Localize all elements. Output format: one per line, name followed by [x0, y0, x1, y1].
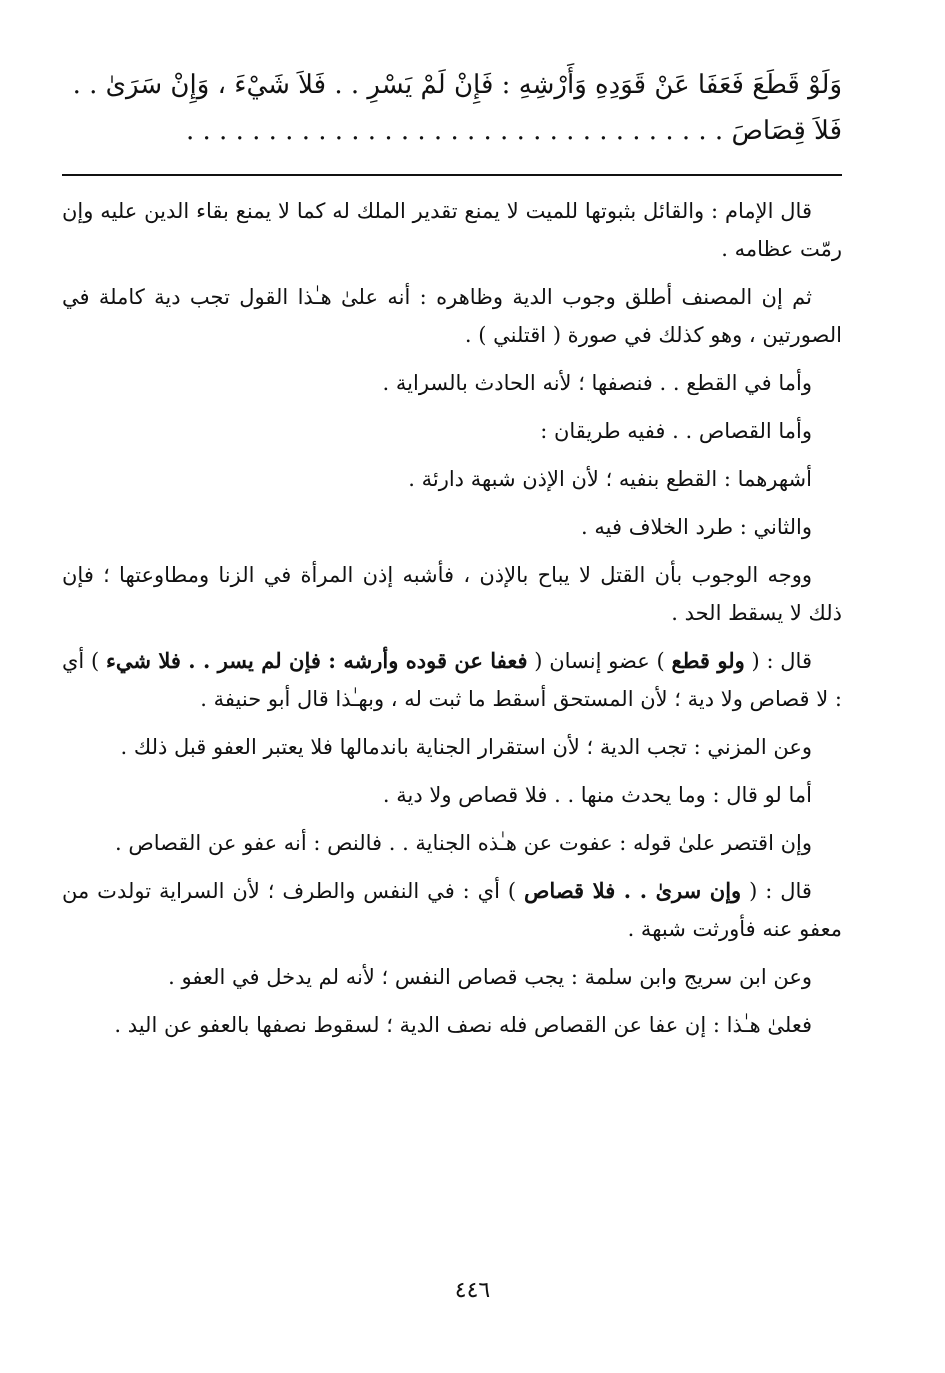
- matn-line-2-text: فَلاَ قِصَاصَ: [731, 116, 842, 146]
- paragraph-8-a: قال : (: [751, 649, 812, 673]
- paragraph-12-quote: وإن سرىٰ . . فلا قصاص: [524, 878, 742, 903]
- paragraph-12: [62, 872, 842, 948]
- paragraph-3: وأما في القطع . . فنصفها ؛ لأنه الحادث بالسراية .: [382, 371, 812, 395]
- matn-text: [62, 62, 842, 154]
- paragraph-8-e: ) أي : لا قصاص ولا دية ؛ لأن المستحق أسقط ما ثبت له ، وبهـٰذا قال أبو حنيفة .: [62, 649, 842, 711]
- page-body: [62, 62, 842, 1054]
- paragraph-8: [62, 642, 842, 718]
- paragraph-6: والثاني : طرد الخلاف فيه .: [581, 515, 812, 539]
- page-number: ٤٤٦: [454, 1278, 491, 1303]
- paragraph-10: أما لو قال : وما يحدث منها . . فلا قصاص ولا دية .: [382, 783, 812, 807]
- paragraph-8-c: ) عضو إنسان (: [534, 649, 665, 673]
- paragraph-11: وإن اقتصر علىٰ قوله : عفوت عن هـٰذه الجناية . . فالنص : أنه عفو عن القصاص .: [115, 831, 812, 855]
- commentary-text: [62, 192, 842, 1044]
- paragraph-8-quote-2: فعفا عن قوده وأرشه : فإن لم يسر . . فلا شيء: [105, 648, 528, 673]
- separator-rule: [62, 174, 842, 176]
- paragraph-12-c: ) أي : في النفس والطرف ؛ لأن السراية تولدت من معفو عنه فأورثت شبهة .: [62, 879, 842, 941]
- paragraph-14: فعلىٰ هـٰذا : إن عفا عن القصاص فله نصف الدية ؛ لسقوط نصفها بالعفو عن اليد .: [114, 1013, 812, 1037]
- paragraph-7: ووجه الوجوب بأن القتل لا يباح بالإذن ، فأشبه إذن المرأة في الزنا ومطاوعتها ؛ فإن ذلك لا يسقط الحد .: [62, 563, 842, 625]
- paragraph-9: وعن المزني : تجب الدية ؛ لأن استقرار الجناية باندمالها فلا يعتبر العفو قبل ذلك .: [120, 735, 812, 759]
- matn-line-2-dots: . . . . . . . . . . . . . . . . . . . . . . . . . . . . . . . . .: [185, 116, 724, 146]
- paragraph-8-quote-1: ولو قطع: [671, 648, 745, 673]
- paragraph-2: ثم إن المصنف أطلق وجوب الدية وظاهره : أنه علىٰ هـٰذا القول تجب دية كاملة في الصورتين ، وهو كذلك في صورة ( اقتلني ) .: [62, 285, 842, 347]
- matn-line-2: [62, 108, 842, 154]
- paragraph-12-a: قال : (: [749, 879, 812, 903]
- paragraph-5: أشهرهما : القطع بنفيه ؛ لأن الإذن شبهة دارئة .: [408, 467, 812, 491]
- matn-line-1: وَلَوْ قَطَعَ فَعَفَا عَنْ قَوَدِهِ وَأَرْشِهِ : فَإِنْ لَمْ يَسْرِ . . فَلاَ شَيْءَ ، وَإِنْ سَرَىٰ . .: [72, 70, 842, 100]
- paragraph-1: قال الإمام : والقائل بثبوتها للميت لا يمنع تقدير الملك له كما لا يمنع بقاء الدين عليه وإن رمّت عظامه .: [62, 199, 842, 261]
- paragraph-4: وأما القصاص . . ففيه طريقان :: [540, 419, 812, 443]
- paragraph-13: وعن ابن سريج وابن سلمة : يجب قصاص النفس ؛ لأنه لم يدخل في العفو .: [168, 965, 812, 989]
